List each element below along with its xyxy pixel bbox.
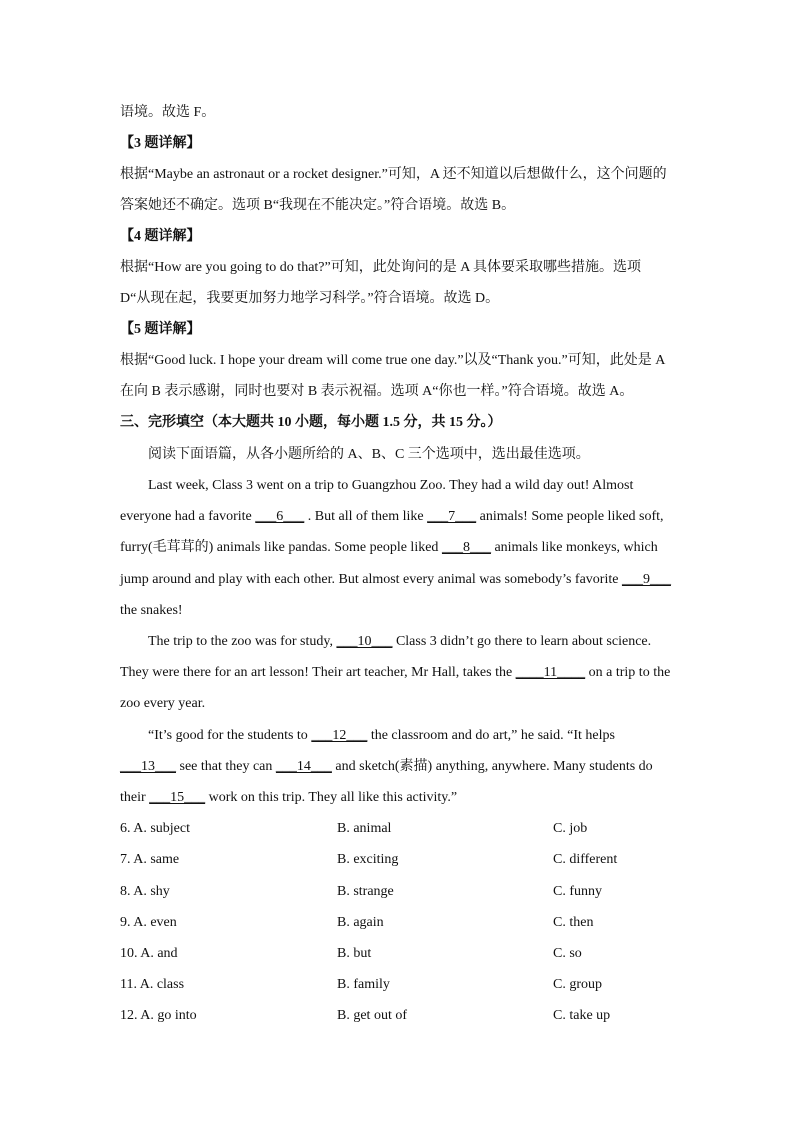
passage-text: . But all of them like bbox=[304, 509, 428, 524]
option-12a: 12. A. go into bbox=[120, 1008, 197, 1023]
option-8b: B. strange bbox=[337, 884, 394, 899]
passage-p2-line-3: zoo every year. bbox=[120, 696, 206, 711]
option-9b: B. again bbox=[337, 915, 384, 930]
option-6b: B. animal bbox=[337, 821, 392, 836]
option-7b: B. exciting bbox=[337, 852, 399, 867]
option-11c: C. group bbox=[553, 977, 602, 992]
passage-p1-line-3 bbox=[120, 538, 680, 558]
q4-explanation-line-1: 根据“How are you going to do that?”可知，此处询问的是 A 具体要采取哪些措施。选项 bbox=[120, 260, 642, 275]
passage-text: animals! Some people liked soft, bbox=[476, 509, 664, 524]
q5-explanation-line-1: 根据“Good luck. I hope your dream will come true one day.”以及“Thank you.”可知，此处是 A bbox=[120, 353, 666, 368]
option-9a: 9. A. even bbox=[120, 915, 177, 930]
passage-p1-line-1: Last week, Class 3 went on a trip to Guangzhou Zoo. They had a wild day out! Almost bbox=[148, 478, 634, 493]
blank-13: ___13___ bbox=[120, 759, 176, 774]
option-10b: B. but bbox=[337, 946, 372, 961]
passage-text: the classroom and do art,” he said. “It helps bbox=[367, 728, 615, 743]
blank-12: ___12___ bbox=[311, 728, 368, 743]
option-6c: C. job bbox=[553, 821, 588, 836]
blank-8: ___8___ bbox=[441, 540, 491, 555]
passage-text: “It’s good for the students to bbox=[148, 728, 312, 743]
option-9c: C. then bbox=[553, 915, 594, 930]
analysis-top-line: 语境。故选 F。 bbox=[120, 105, 216, 120]
option-6a: 6. A. subject bbox=[120, 821, 190, 836]
passage-p3-line-1 bbox=[148, 726, 708, 746]
section-title: 三、完形填空（本大题共 10 小题，每小题 1.5 分，共 15 分。） bbox=[120, 415, 502, 430]
passage-p1-line-5: the snakes! bbox=[120, 603, 183, 618]
option-8c: C. funny bbox=[553, 884, 602, 899]
passage-text: Class 3 didn’t go there to learn about science. bbox=[392, 634, 652, 649]
blank-14: ___14___ bbox=[275, 759, 332, 774]
q4-explanation-line-2: D“从现在起，我要更加努力地学习科学。”符合语境。故选 D。 bbox=[120, 291, 500, 306]
option-10a: 10. A. and bbox=[120, 946, 178, 961]
option-12c: C. take up bbox=[553, 1008, 611, 1023]
option-7a: 7. A. same bbox=[120, 852, 180, 867]
q3-explanation-line-2: 答案她还不确定。选项 B“我现在不能决定。”符合语境。故选 B。 bbox=[120, 198, 516, 213]
passage-text: The trip to the zoo was for study, bbox=[148, 634, 337, 649]
passage-text: They were there for an art lesson! Their art teacher, Mr Hall, takes the bbox=[120, 665, 516, 680]
passage-text: and sketch(素描) anything, anywhere. Many students do bbox=[331, 759, 653, 774]
passage-p3-line-2 bbox=[120, 757, 680, 777]
passage-p1-line-2 bbox=[120, 507, 680, 527]
option-8a: 8. A. shy bbox=[120, 884, 170, 899]
option-10c: C. so bbox=[553, 946, 582, 961]
passage-text: see that they can bbox=[176, 759, 276, 774]
passage-p1-line-4 bbox=[120, 570, 680, 590]
passage-text: on a trip to the bbox=[585, 665, 671, 680]
blank-9: ___9___ bbox=[621, 572, 671, 587]
blank-10: ___10___ bbox=[336, 634, 393, 649]
q5-heading: 【5 题详解】 bbox=[120, 322, 201, 337]
option-12b: B. get out of bbox=[337, 1008, 407, 1023]
q5-explanation-line-2: 在向 B 表示感谢，同时也要对 B 表示祝福。选项 A“你也一样。”符合语境。故选 A。 bbox=[120, 384, 634, 399]
q3-explanation-line-1: 根据“Maybe an astronaut or a rocket designer.”可知，A 还不知道以后想做什么，这个问题的 bbox=[120, 167, 667, 182]
passage-text: animals like monkeys, which bbox=[490, 540, 658, 555]
passage-text: jump around and play with each other. But almost every animal was somebody’s favorite bbox=[120, 572, 622, 587]
q3-heading: 【3 题详解】 bbox=[120, 136, 201, 151]
passage-p3-line-3 bbox=[120, 788, 680, 808]
blank-11: ____11____ bbox=[515, 665, 586, 680]
blank-15: ___15___ bbox=[149, 790, 206, 805]
section-instruction: 阅读下面语篇，从各小题所给的 A、B、C 三个选项中，选出最佳选项。 bbox=[148, 447, 590, 462]
blank-6: ___6___ bbox=[255, 509, 305, 524]
passage-text: everyone had a favorite bbox=[120, 509, 256, 524]
blank-7: ___7___ bbox=[427, 509, 477, 524]
option-11b: B. family bbox=[337, 977, 390, 992]
option-7c: C. different bbox=[553, 852, 618, 867]
passage-text: furry(毛茸茸的) animals like pandas. Some people liked bbox=[120, 540, 442, 555]
option-11a: 11. A. class bbox=[120, 977, 185, 992]
passage-text: their bbox=[120, 790, 150, 805]
passage-text: work on this trip. They all like this activity.” bbox=[205, 790, 458, 805]
passage-p2-line-2 bbox=[120, 663, 680, 683]
passage-p2-line-1 bbox=[148, 632, 708, 652]
q4-heading: 【4 题详解】 bbox=[120, 229, 201, 244]
